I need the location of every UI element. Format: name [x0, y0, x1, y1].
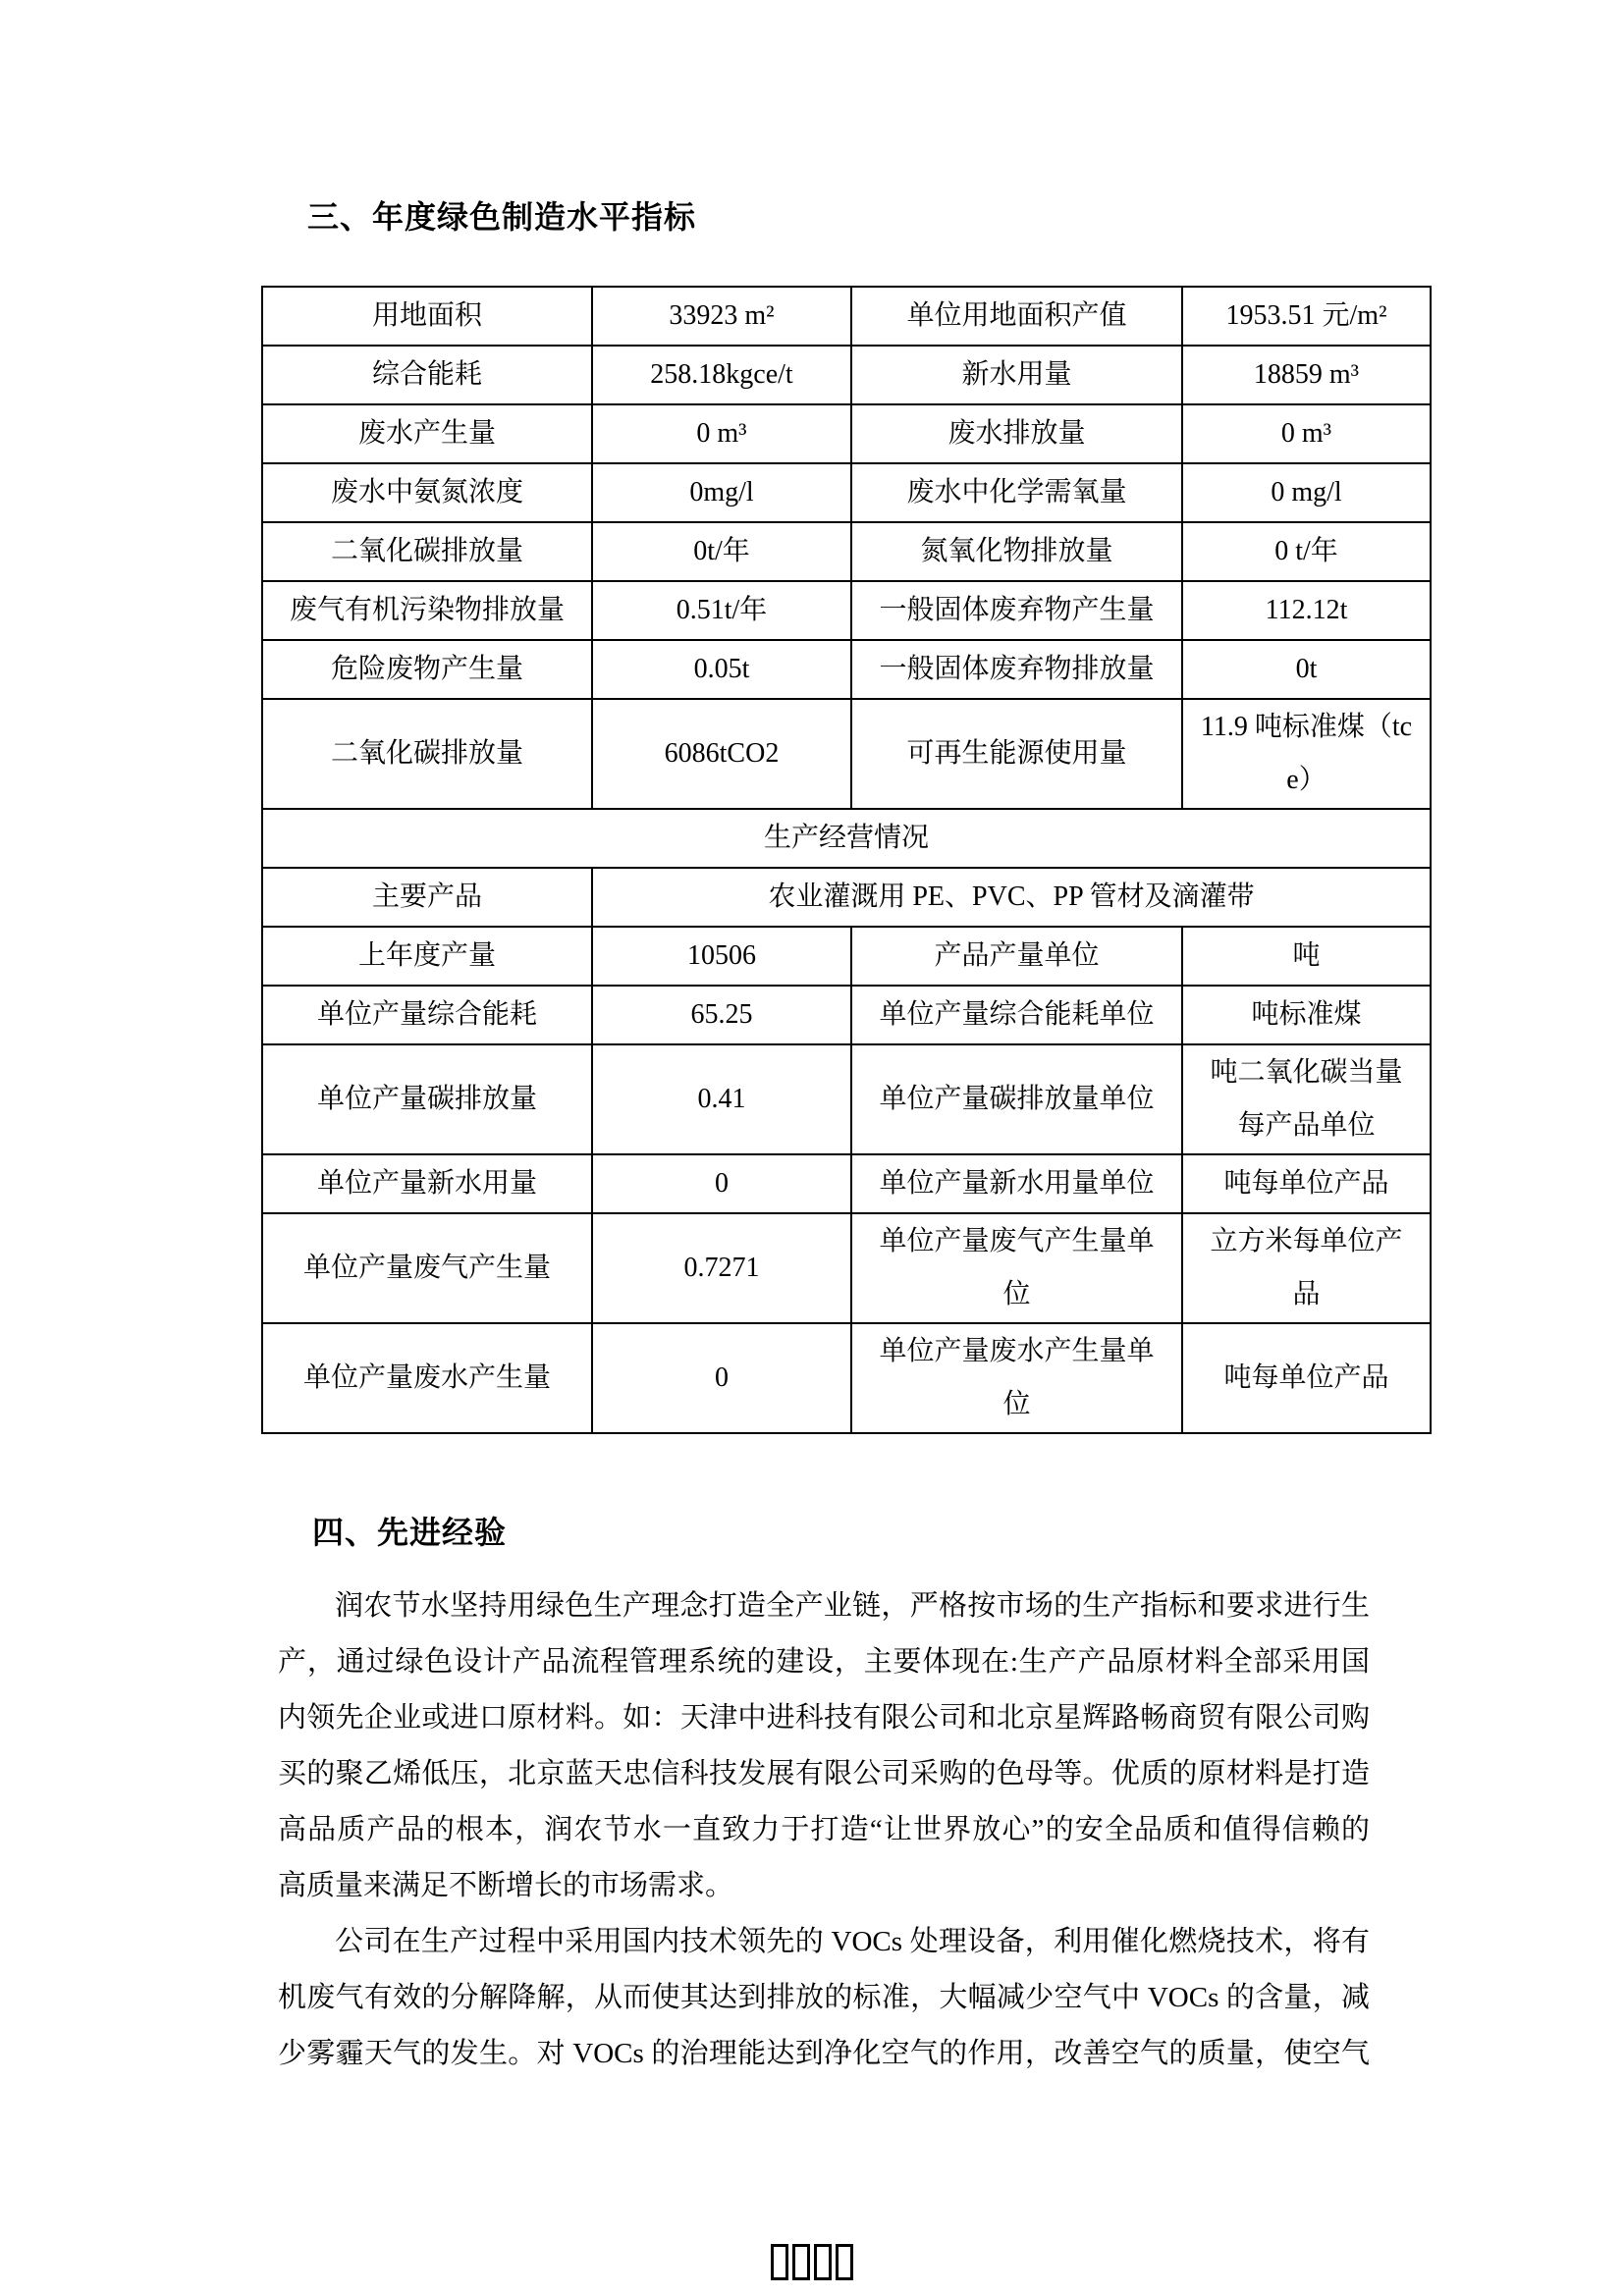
- table-cell: 0 mg/l: [1182, 463, 1431, 522]
- indicators-table: [261, 286, 1432, 1434]
- table-cell: 可再生能源使用量: [851, 699, 1182, 809]
- table-cell: 立方米每单位产品: [1182, 1213, 1431, 1323]
- table-row: [262, 287, 1431, 346]
- table-cell: 0t/年: [592, 522, 851, 581]
- table-cell: 单位产量综合能耗单位: [851, 986, 1182, 1044]
- table-cell: 吨二氧化碳当量每产品单位: [1182, 1044, 1431, 1154]
- table-cell: 单位产量碳排放量: [262, 1044, 592, 1154]
- section3-heading: 三、年度绿色制造水平指标: [307, 199, 697, 235]
- table-row: [262, 463, 1431, 522]
- table-cell: 65.25: [592, 986, 851, 1044]
- table-cell: 10506: [592, 927, 851, 986]
- body-paragraphs: [278, 1578, 1370, 2082]
- table-cell: 单位产量碳排放量单位: [851, 1044, 1182, 1154]
- table-cell: 吨标准煤: [1182, 986, 1431, 1044]
- table-cell: 单位用地面积产值: [851, 287, 1182, 346]
- table-cell: 一般固体废弃物排放量: [851, 640, 1182, 699]
- tofu-box: [836, 2244, 853, 2280]
- table-cell: 258.18kgce/t: [592, 346, 851, 404]
- table-cell: 新水用量: [851, 346, 1182, 404]
- table-cell: 11.9 吨标准煤（tce）: [1182, 699, 1431, 809]
- table-cell: 单位产量新水用量单位: [851, 1154, 1182, 1213]
- table-cell: 0 m³: [592, 404, 851, 463]
- table-row: [262, 1213, 1431, 1323]
- section4-heading: 四、先进经验: [312, 1515, 508, 1550]
- table-cell: 废水中化学需氧量: [851, 463, 1182, 522]
- table-cell: 综合能耗: [262, 346, 592, 404]
- footer-placeholder-boxes: [0, 2244, 1624, 2280]
- table-row: [262, 1044, 1431, 1154]
- table-cell: 废水中氨氮浓度: [262, 463, 592, 522]
- table-row: [262, 986, 1431, 1044]
- table-cell: 112.12t: [1182, 581, 1431, 640]
- table-cell: 单位产量废水产生量: [262, 1323, 592, 1433]
- table-cell: 氮氧化物排放量: [851, 522, 1182, 581]
- table-cell: 1953.51 元/m²: [1182, 287, 1431, 346]
- table-cell: 33923 m²: [592, 287, 851, 346]
- table-cell: 农业灌溉用 PE、PVC、PP 管材及滴灌带: [592, 868, 1431, 927]
- table-cell: 0: [592, 1154, 851, 1213]
- paragraph-line: 买的聚乙烯低压，北京蓝天忠信科技发展有限公司采购的色母等。优质的原材料是打造: [278, 1758, 1370, 1789]
- table-cell: 二氧化碳排放量: [262, 699, 592, 809]
- table-row: [262, 809, 1431, 868]
- paragraph-line: 润农节水坚持用绿色生产理念打造全产业链，严格按市场的生产指标和要求进行生: [335, 1590, 1370, 1622]
- table-cell: 主要产品: [262, 868, 592, 927]
- table-cell: 产品产量单位: [851, 927, 1182, 986]
- table-cell: 0mg/l: [592, 463, 851, 522]
- table-cell: 单位产量新水用量: [262, 1154, 592, 1213]
- table-cell: 0.51t/年: [592, 581, 851, 640]
- table-cell: 18859 m³: [1182, 346, 1431, 404]
- table-cell: 6086tCO2: [592, 699, 851, 809]
- table-row: [262, 699, 1431, 809]
- table-cell: 吨每单位产品: [1182, 1154, 1431, 1213]
- table-cell: 0.05t: [592, 640, 851, 699]
- table-row: [262, 868, 1431, 927]
- table-cell: 单位产量综合能耗: [262, 986, 592, 1044]
- tofu-box: [814, 2244, 832, 2280]
- paragraph-line: 产，通过绿色设计产品流程管理系统的建设，主要体现在:生产产品原材料全部采用国: [278, 1646, 1370, 1678]
- table-row: [262, 1154, 1431, 1213]
- table-row: [262, 927, 1431, 986]
- table-row: [262, 640, 1431, 699]
- paragraph-line: 机废气有效的分解降解，从而使其达到排放的标准，大幅减少空气中 VOCs 的含量，减: [278, 1982, 1370, 2013]
- paragraph-line: 公司在生产过程中采用国内技术领先的 VOCs 处理设备，利用催化燃烧技术，将有: [335, 1926, 1370, 1957]
- table-row: [262, 346, 1431, 404]
- table-cell: 废水排放量: [851, 404, 1182, 463]
- paragraph-line: 内领先企业或进口原材料。如：天津中进科技有限公司和北京星辉路畅商贸有限公司购: [278, 1702, 1370, 1734]
- table-cell: 0 m³: [1182, 404, 1431, 463]
- table-cell: 单位产量废气产生量: [262, 1213, 592, 1323]
- table-row: [262, 404, 1431, 463]
- table-cell: 危险废物产生量: [262, 640, 592, 699]
- table-row: [262, 581, 1431, 640]
- table-cell: 吨: [1182, 927, 1431, 986]
- tofu-box: [771, 2244, 788, 2280]
- table-cell: 0.41: [592, 1044, 851, 1154]
- table-cell: 单位产量废水产生量单位: [851, 1323, 1182, 1433]
- table-cell: 0t: [1182, 640, 1431, 699]
- table-cell: 上年度产量: [262, 927, 592, 986]
- table-cell: 0 t/年: [1182, 522, 1431, 581]
- table-cell: 生产经营情况: [262, 809, 1431, 868]
- table-cell: 吨每单位产品: [1182, 1323, 1431, 1433]
- table-cell: 废水产生量: [262, 404, 592, 463]
- table-cell: 0: [592, 1323, 851, 1433]
- table-row: [262, 522, 1431, 581]
- paragraph-line: 高质量来满足不断增长的市场需求。: [278, 1870, 734, 1901]
- table-cell: 0.7271: [592, 1213, 851, 1323]
- tofu-box: [792, 2244, 810, 2280]
- paragraph-line: 高品质产品的根本，润农节水一直致力于打造“让世界放心”的安全品质和值得信赖的: [278, 1814, 1370, 1845]
- table-row: [262, 1323, 1431, 1433]
- table-cell: 一般固体废弃物产生量: [851, 581, 1182, 640]
- table-cell: 用地面积: [262, 287, 592, 346]
- paragraph-line: 少雾霾天气的发生。对 VOCs 的治理能达到净化空气的作用，改善空气的质量，使空气: [278, 2038, 1370, 2069]
- table-cell: 二氧化碳排放量: [262, 522, 592, 581]
- table-cell: 废气有机污染物排放量: [262, 581, 592, 640]
- table-cell: 单位产量废气产生量单位: [851, 1213, 1182, 1323]
